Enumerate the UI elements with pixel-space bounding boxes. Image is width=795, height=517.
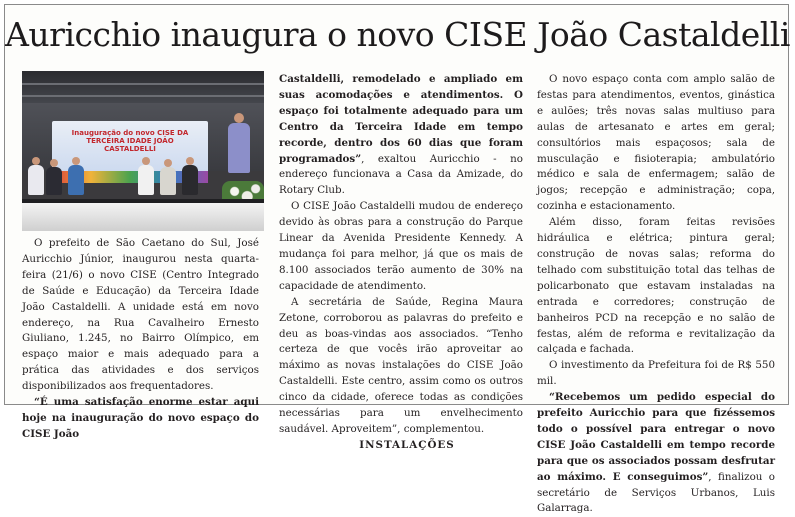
photo-person-head <box>164 159 172 167</box>
photo-person <box>28 165 44 195</box>
paragraph: Além disso, foram feitas revisões hidráulica e elétrica; pintura geral; construção de novas salas; reforma do telhado com substituição total das telhas de policarbonato que estavam instaladas na entrada e corredores; construção de banheiros PCD na recepção e no salão de festas, além de reforma e revitalização da calçada e fachada. <box>537 216 775 356</box>
quote-attribution: , exaltou Auricchio - no endereço funcionava a Casa da Amizade, do Rotary Club. <box>279 152 523 197</box>
photo-person-head <box>32 157 40 165</box>
photo-speaker <box>228 123 250 173</box>
quote-bold: “É uma satisfação enorme estar aqui hoje na inauguração do novo espaço do CISE João <box>22 396 259 440</box>
headline: Auricchio inaugura o novo CISE João Castaldelli <box>5 15 790 54</box>
paragraph: A secretária de Saúde, Regina Maura Zetone, corroborou as palavras do prefeito e deu as boas-vindas aos associados. “Tenho certeza de que vocês irão aproveitar ao máximo as novas instalações do CISE João Castaldelli. Este centro, assim como os outros cinco da cidade, oferece todas as condições necessárias para um envelhecimento saudável. Aproveitem”, complementou. <box>279 295 523 435</box>
photo-person <box>138 165 154 195</box>
quote-attribution: , finalizou o secretário de Serviços Urbanos, Luis Galarraga. <box>537 470 776 515</box>
news-clipping <box>4 4 790 515</box>
photo-person-head <box>50 159 58 167</box>
photo-banner-text: Inauguração do novo CISE DA TERCEIRA IDADE JOÃO CASTALDELLI <box>71 129 189 153</box>
photo-stage <box>22 203 264 231</box>
photo-roof <box>22 71 264 103</box>
event-photo <box>22 71 264 231</box>
section-subhead: INSTALAÇÕES <box>359 438 455 451</box>
paragraph: O investimento da Prefeitura foi de R$ 550 mil. <box>537 359 775 388</box>
quote-bold: “Recebemos um pedido especial do prefeito Auricchio para que fizéssemos todo o possível para entregar o novo CISE João Castaldelli em tempo recorde para que os associados possam desfrutar ao máximo. E conseguimos” <box>537 391 775 483</box>
photo-person <box>46 167 62 195</box>
photo-person-head <box>186 157 194 165</box>
photo-truss <box>22 95 264 97</box>
article-column-2 <box>279 72 523 454</box>
photo-person <box>68 165 84 195</box>
quote-paragraph <box>22 395 259 443</box>
photo-speaker-head <box>234 113 244 123</box>
photo-person <box>182 165 198 195</box>
photo-person-head <box>72 157 80 165</box>
quote-bold: Castaldelli, remodelado e ampliado em suas acomodações e atendimentos. O espaço foi totalmente adequado para um Centro da Terceira Idade em tempo recorde, dentro dos 60 dias que foram programados” <box>279 73 523 165</box>
paragraph: O prefeito de São Caetano do Sul, José Auricchio Júnior, inaugurou nesta quarta-feira (21/6) o novo CISE (Centro Integrado de Saúde e Educação) da Terceira Idade João Castaldelli. A unidade está em novo endereço, na Rua Cavalheiro Ernesto Giuliano, 1.245, no Bairro Olímpico, em espaço maior e mais adequado para a prática das atividades e dos serviços disponibilizados aos frequentadores. <box>22 237 259 393</box>
photo-person-head <box>142 157 150 165</box>
article-column-3 <box>537 72 775 517</box>
photo-person <box>160 167 176 195</box>
quote-paragraph <box>279 72 523 199</box>
paragraph: O novo espaço conta com amplo salão de festas para atendimentos, eventos, ginástica e aulões; três novas salas multiuso para aulas de artesanato e artes em geral; consultórios mais espaçosos; sala de musculação e fisioterapia; ambulatório médico e sala de enfermagem; salão de jogos; recepção e administração; copa, cozinha e estacionamento. <box>537 73 775 213</box>
paragraph: O CISE João Castaldelli mudou de endereço devido às obras para a construção do Parque Linear da Avenida Presidente Kennedy. A mudança foi para melhor, já que os mais de 8.100 associados terão aumento de 30% na capacidade de atendimento. <box>279 200 523 292</box>
article-column-1 <box>22 236 259 443</box>
photo-truss <box>22 83 264 85</box>
quote-paragraph <box>537 390 775 517</box>
